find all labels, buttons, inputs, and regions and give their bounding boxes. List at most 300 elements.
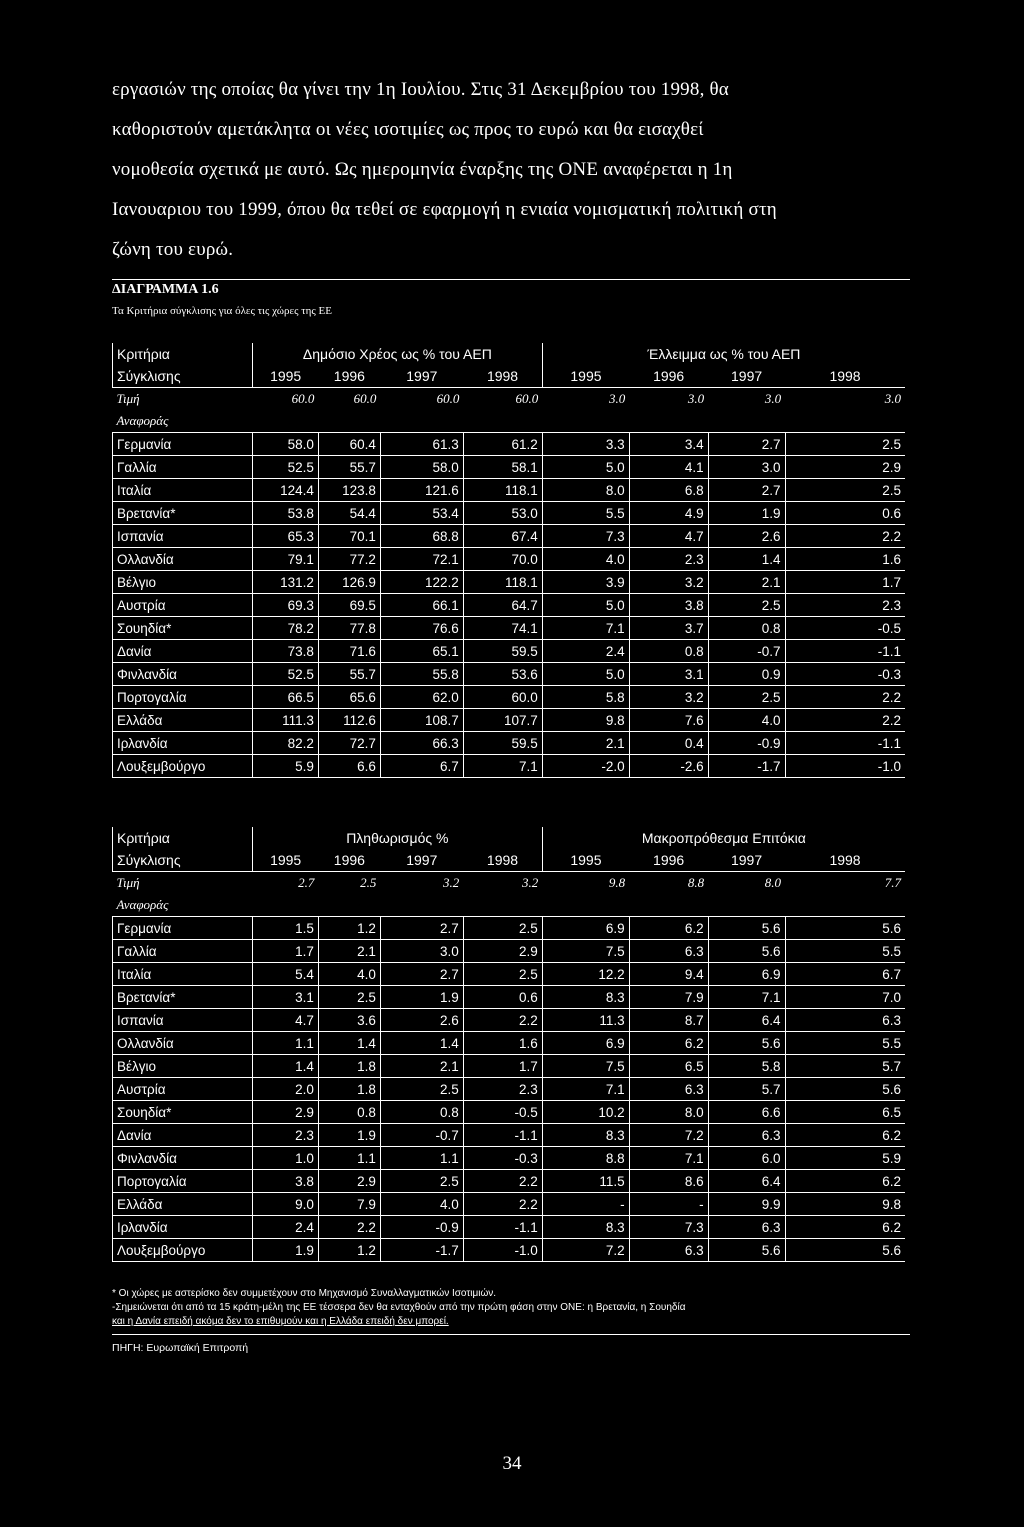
table-cell: 5.6 <box>708 1032 785 1055</box>
table-cell: 6.7 <box>785 963 905 986</box>
table-cell: 6.3 <box>629 1078 708 1101</box>
table-cell: 3.9 <box>542 571 629 594</box>
reference-row <box>113 410 906 433</box>
table-cell: 55.7 <box>318 456 380 479</box>
table-cell: 1.4 <box>252 1055 318 1078</box>
table-cell: -2.6 <box>629 755 708 778</box>
criteria-header: Σύγκλισης <box>113 849 253 872</box>
table-cell: 0.8 <box>708 617 785 640</box>
table-row <box>113 502 906 525</box>
table-cell: -0.5 <box>785 617 905 640</box>
table-row <box>113 1193 906 1216</box>
table-cell: -1.0 <box>463 1239 542 1262</box>
table-cell: 0.6 <box>785 502 905 525</box>
criteria-header: Κριτήρια <box>113 827 253 849</box>
country-name: Ιρλανδία <box>113 1216 253 1239</box>
table-cell: 6.9 <box>708 963 785 986</box>
reference-value: 7.7 <box>884 875 901 890</box>
year-header: 1996 <box>333 852 365 868</box>
table-cell: 2.7 <box>708 433 785 456</box>
table-cell: 122.2 <box>380 571 463 594</box>
table-cell: 70.0 <box>463 548 542 571</box>
country-name: Αυστρία <box>113 1078 253 1101</box>
table-cell: 4.1 <box>629 456 708 479</box>
country-name: Λουξεμβούργο <box>113 1239 253 1262</box>
table-cell: 3.1 <box>252 986 318 1009</box>
reference-label: Αναφοράς <box>116 413 169 428</box>
table-cell: 2.1 <box>708 571 785 594</box>
country-name: Φινλανδία <box>113 1147 253 1170</box>
table-cell: 62.0 <box>380 686 463 709</box>
table-cell: 7.5 <box>542 940 629 963</box>
table-cell: 69.5 <box>318 594 380 617</box>
table-cell: 5.5 <box>542 502 629 525</box>
table-cell: 59.5 <box>463 640 542 663</box>
reference-value: 60.0 <box>353 391 377 406</box>
table-row <box>113 571 906 594</box>
table-cell: -1.0 <box>785 755 905 778</box>
table-row <box>113 1147 906 1170</box>
table-row <box>113 940 906 963</box>
group-header: Πληθωρισμός % <box>252 827 542 849</box>
table-cell: 4.0 <box>318 963 380 986</box>
year-header: 1997 <box>406 368 438 384</box>
reference-value: 3.0 <box>687 391 705 406</box>
table-cell: 2.9 <box>252 1101 318 1124</box>
table-cell: 6.2 <box>629 1032 708 1055</box>
table-cell: 6.7 <box>380 755 463 778</box>
table-cell: 4.9 <box>629 502 708 525</box>
table-cell: 6.3 <box>708 1216 785 1239</box>
table-cell: 2.9 <box>785 456 905 479</box>
country-name: Δανία <box>113 640 253 663</box>
table-cell: 70.1 <box>318 525 380 548</box>
table-row <box>113 1216 906 1239</box>
table-row <box>113 1009 906 1032</box>
table-cell: 5.6 <box>708 1239 785 1262</box>
header-row <box>113 343 906 365</box>
table-cell: 3.0 <box>380 940 463 963</box>
table-cell: 6.4 <box>708 1170 785 1193</box>
reference-value: 2.5 <box>360 875 377 890</box>
table-row <box>113 1124 906 1147</box>
table-cell: -0.9 <box>380 1216 463 1239</box>
table-cell: 6.2 <box>629 917 708 940</box>
table-cell: 78.2 <box>252 617 318 640</box>
country-name: Γερμανία <box>113 917 253 940</box>
reference-value: 3.2 <box>521 875 539 890</box>
table-cell: 6.5 <box>629 1055 708 1078</box>
reference-value: 3.0 <box>884 391 901 406</box>
table-cell: 4.7 <box>629 525 708 548</box>
table-cell: 66.1 <box>380 594 463 617</box>
year-header: 1998 <box>486 852 519 868</box>
year-header: 1997 <box>730 852 763 868</box>
table-cell: 64.7 <box>463 594 542 617</box>
table-cell: 6.6 <box>708 1101 785 1124</box>
table-cell: 5.6 <box>785 1239 905 1262</box>
table-cell: 7.9 <box>629 986 708 1009</box>
table-cell: 124.4 <box>252 479 318 502</box>
footnote-asterisk: * Οι χώρες με αστερίσκο δεν συμμετέχουν στο Μηχανισμό Συναλλαγματικών Ισοτιμιών. <box>112 1288 497 1299</box>
table-cell: 6.6 <box>318 755 380 778</box>
table-cell: 2.5 <box>380 1170 463 1193</box>
year-header: 1998 <box>829 852 861 868</box>
table-cell: 8.0 <box>629 1101 708 1124</box>
reference-label: Τιμή <box>116 391 140 406</box>
table-cell: 0.8 <box>318 1101 380 1124</box>
table-row <box>113 1239 906 1262</box>
table-cell: 2.2 <box>785 686 905 709</box>
table-cell: 2.5 <box>380 1078 463 1101</box>
table-cell: 65.1 <box>380 640 463 663</box>
table-cell: 2.2 <box>318 1216 380 1239</box>
table-cell: 58.0 <box>380 456 463 479</box>
table-cell: 126.9 <box>318 571 380 594</box>
table-row <box>113 732 906 755</box>
table-cell: 2.5 <box>785 433 905 456</box>
country-name: Βρετανία* <box>113 502 253 525</box>
table-cell: 2.3 <box>629 548 708 571</box>
table-cell: 6.3 <box>708 1124 785 1147</box>
table-cell: 111.3 <box>252 709 318 732</box>
table-cell: 60.0 <box>463 686 542 709</box>
table-cell: 8.6 <box>629 1170 708 1193</box>
table-cell: 1.7 <box>252 940 318 963</box>
table-cell: 5.6 <box>785 917 905 940</box>
table-cell: 6.4 <box>708 1009 785 1032</box>
country-name: Λουξεμβούργο <box>113 755 253 778</box>
table-row <box>113 525 906 548</box>
country-name: Ισπανία <box>113 1009 253 1032</box>
paragraph-line: εργασιών της οποίας θα γίνει την 1η Ιουλίου. Στις 31 Δεκεμβρίου του 1998, θα <box>112 79 729 100</box>
reference-value: 8.8 <box>687 875 705 890</box>
table-cell: 7.1 <box>629 1147 708 1170</box>
table-cell: 53.6 <box>463 663 542 686</box>
table-cell: 3.6 <box>318 1009 380 1032</box>
table-cell: 0.4 <box>629 732 708 755</box>
table-cell: 0.6 <box>463 986 542 1009</box>
table-cell: 2.5 <box>463 917 542 940</box>
criteria-header: Κριτήρια <box>113 343 253 365</box>
table-row <box>113 1101 906 1124</box>
table-cell: 0.8 <box>629 640 708 663</box>
reference-row <box>113 894 906 917</box>
table-cell: 8.3 <box>542 1216 629 1239</box>
table-cell: 7.6 <box>629 709 708 732</box>
table-cell: 2.2 <box>463 1009 542 1032</box>
table-cell: 5.8 <box>708 1055 785 1078</box>
table-cell: 5.5 <box>785 1032 905 1055</box>
reference-value: 60.0 <box>515 391 539 406</box>
table-row <box>113 1078 906 1101</box>
table-cell: 72.7 <box>318 732 380 755</box>
table-cell: 1.9 <box>318 1124 380 1147</box>
table-cell: -0.3 <box>785 663 905 686</box>
table-cell: 1.7 <box>785 571 905 594</box>
table-cell: 2.9 <box>463 940 542 963</box>
table-cell: 5.5 <box>785 940 905 963</box>
year-header: 1995 <box>252 365 318 388</box>
country-name: Γαλλία <box>113 456 253 479</box>
table-cell: 2.9 <box>318 1170 380 1193</box>
table-cell: 6.9 <box>542 917 629 940</box>
table-cell: 2.7 <box>708 479 785 502</box>
year-header: 1998 <box>486 368 519 384</box>
table-cell: 121.6 <box>380 479 463 502</box>
table-cell: 118.1 <box>463 479 542 502</box>
country-name: Φινλανδία <box>113 663 253 686</box>
table-cell: 1.8 <box>318 1055 380 1078</box>
table-cell: 3.7 <box>629 617 708 640</box>
table-cell: 2.3 <box>785 594 905 617</box>
table-cell: -0.7 <box>380 1124 463 1147</box>
table-cell: 67.4 <box>463 525 542 548</box>
table-cell: 4.0 <box>542 548 629 571</box>
table-cell: 82.2 <box>252 732 318 755</box>
table-cell: 2.7 <box>380 963 463 986</box>
table-cell: -1.1 <box>785 732 905 755</box>
table-cell: 8.3 <box>542 986 629 1009</box>
table-cell: -0.9 <box>708 732 785 755</box>
table-cell: 1.9 <box>380 986 463 1009</box>
table-cell: 1.2 <box>318 917 380 940</box>
year-header: 1996 <box>653 852 685 868</box>
table-cell: 7.1 <box>708 986 785 1009</box>
year-header-row <box>113 365 906 388</box>
year-header: 1995 <box>252 849 318 872</box>
reference-row <box>113 388 906 411</box>
table-cell: 8.7 <box>629 1009 708 1032</box>
table-cell: 9.0 <box>252 1193 318 1216</box>
table-cell: -1.1 <box>785 640 905 663</box>
country-name: Ιταλία <box>113 963 253 986</box>
table-cell: 11.5 <box>542 1170 629 1193</box>
table-cell: 1.4 <box>318 1032 380 1055</box>
debt-deficit-table <box>112 343 905 778</box>
table-cell: 118.1 <box>463 571 542 594</box>
table-cell: 6.0 <box>708 1147 785 1170</box>
table-cell: 52.5 <box>252 663 318 686</box>
reference-value: 3.0 <box>764 391 782 406</box>
table-row <box>113 986 906 1009</box>
table-cell: 59.5 <box>463 732 542 755</box>
table-row <box>113 1032 906 1055</box>
table-cell: 2.1 <box>380 1055 463 1078</box>
table-cell: 7.2 <box>629 1124 708 1147</box>
table-cell: - <box>542 1193 629 1216</box>
table-cell: 1.0 <box>252 1147 318 1170</box>
table-cell: 58.0 <box>252 433 318 456</box>
table-cell: 65.6 <box>318 686 380 709</box>
table-cell: 6.8 <box>629 479 708 502</box>
reference-label: Αναφοράς <box>116 897 169 912</box>
year-header: 1995 <box>542 849 629 872</box>
table-cell: 3.2 <box>629 571 708 594</box>
table-cell: 6.2 <box>785 1216 905 1239</box>
country-name: Γαλλία <box>113 940 253 963</box>
table-cell: 2.6 <box>380 1009 463 1032</box>
table-row <box>113 1055 906 1078</box>
table-cell: 5.9 <box>252 755 318 778</box>
table-cell: 3.2 <box>629 686 708 709</box>
table-cell: -2.0 <box>542 755 629 778</box>
year-header: 1997 <box>406 852 438 868</box>
reference-value: 8.0 <box>764 875 782 890</box>
table-row <box>113 640 906 663</box>
table-cell: 1.1 <box>252 1032 318 1055</box>
country-name: Γερμανία <box>113 433 253 456</box>
country-name: Σουηδία* <box>113 1101 253 1124</box>
table-cell: 7.1 <box>542 617 629 640</box>
table-cell: 5.9 <box>785 1147 905 1170</box>
country-name: Σουηδία* <box>113 617 253 640</box>
table-cell: 3.4 <box>629 433 708 456</box>
figure-subtitle: Τα Κριτήρια σύγκλισης για όλες τις χώρες της ΕΕ <box>112 305 332 317</box>
table-cell: 53.8 <box>252 502 318 525</box>
table-cell: 55.8 <box>380 663 463 686</box>
table-cell: 8.3 <box>542 1124 629 1147</box>
table-cell: 5.8 <box>542 686 629 709</box>
table-cell: 6.9 <box>542 1032 629 1055</box>
table-cell: 5.0 <box>542 663 629 686</box>
country-name: Βέλγιο <box>113 1055 253 1078</box>
table-cell: 68.8 <box>380 525 463 548</box>
paragraph-line: Ιανουαριου του 1999, όπου θα τεθεί σε εφαρμογή η ενιαία νομισματική πολιτική στη <box>112 199 777 220</box>
table-cell: 9.8 <box>542 709 629 732</box>
table-cell: 66.5 <box>252 686 318 709</box>
table-cell: 61.3 <box>380 433 463 456</box>
country-name: Βρετανία* <box>113 986 253 1009</box>
table-cell: -0.3 <box>463 1147 542 1170</box>
table-row <box>113 433 906 456</box>
table-cell: 6.2 <box>785 1170 905 1193</box>
table-cell: 73.8 <box>252 640 318 663</box>
table-cell: 2.3 <box>252 1124 318 1147</box>
table-cell: 2.7 <box>380 917 463 940</box>
table-row <box>113 709 906 732</box>
footnote-emu-cont: και η Δανία επειδή ακόμα δεν το επιθυμούν και η Ελλάδα επειδή δεν μπορεί. <box>112 1316 449 1327</box>
table-cell: 2.5 <box>463 963 542 986</box>
country-name: Βέλγιο <box>113 571 253 594</box>
table-cell: 2.4 <box>252 1216 318 1239</box>
table-cell: 123.8 <box>318 479 380 502</box>
table-cell: -1.7 <box>708 755 785 778</box>
header-row <box>113 827 906 849</box>
table-cell: 1.5 <box>252 917 318 940</box>
paragraph-line: νομοθεσία σχετικά με αυτό. Ως ημερομηνία έναρξης της ΟΝΕ αναφέρεται η 1η <box>112 159 733 180</box>
table-cell: 76.6 <box>380 617 463 640</box>
table-cell: 61.2 <box>463 433 542 456</box>
table-cell: 60.4 <box>318 433 380 456</box>
table-cell: -1.1 <box>463 1216 542 1239</box>
table-cell: 53.0 <box>463 502 542 525</box>
inflation-rates-table <box>112 827 905 1262</box>
table-cell: 9.8 <box>785 1193 905 1216</box>
divider <box>112 1334 910 1335</box>
table-cell: 77.2 <box>318 548 380 571</box>
table-row <box>113 594 906 617</box>
table-cell: 58.1 <box>463 456 542 479</box>
table-cell: 107.7 <box>463 709 542 732</box>
table-cell: 2.5 <box>708 594 785 617</box>
table-cell: 7.5 <box>542 1055 629 1078</box>
table-cell: 65.3 <box>252 525 318 548</box>
spacer <box>252 894 905 917</box>
table-cell: 1.1 <box>380 1147 463 1170</box>
group-header: Έλλειμμα ως % του ΑΕΠ <box>542 343 905 365</box>
table-cell: 2.0 <box>252 1078 318 1101</box>
table-cell: 3.0 <box>708 456 785 479</box>
table-cell: 5.7 <box>708 1078 785 1101</box>
table-cell: 69.3 <box>252 594 318 617</box>
table-cell: 1.9 <box>708 502 785 525</box>
table-cell: 6.5 <box>785 1101 905 1124</box>
table-cell: 53.4 <box>380 502 463 525</box>
page-number: 34 <box>502 1453 522 1474</box>
table-row <box>113 1170 906 1193</box>
country-name: Ολλανδία <box>113 1032 253 1055</box>
table-cell: 9.4 <box>629 963 708 986</box>
reference-value: 60.0 <box>291 391 315 406</box>
table-cell: 9.9 <box>708 1193 785 1216</box>
table-cell: 2.1 <box>542 732 629 755</box>
table-cell: 7.3 <box>542 525 629 548</box>
country-name: Αυστρία <box>113 594 253 617</box>
table-cell: 4.0 <box>380 1193 463 1216</box>
table-cell: 2.4 <box>542 640 629 663</box>
year-header: 1997 <box>731 368 763 384</box>
group-header: Μακροπρόθεσμα Επιτόκια <box>542 827 905 849</box>
table-cell: 55.7 <box>318 663 380 686</box>
table-cell: 3.1 <box>629 663 708 686</box>
table-cell: 112.6 <box>318 709 380 732</box>
table-cell: 2.1 <box>318 940 380 963</box>
table-cell: 5.7 <box>785 1055 905 1078</box>
year-header-row <box>113 849 906 872</box>
table-cell: 1.8 <box>318 1078 380 1101</box>
spacer <box>252 410 905 433</box>
table-cell: 2.2 <box>785 525 905 548</box>
country-name: Πορτογαλία <box>113 1170 253 1193</box>
table-cell: 2.5 <box>708 686 785 709</box>
table-cell: 74.1 <box>463 617 542 640</box>
criteria-header: Σύγκλισης <box>113 365 253 388</box>
table-cell: 1.4 <box>380 1032 463 1055</box>
table-cell: 8.0 <box>542 479 629 502</box>
table-cell: 2.2 <box>785 709 905 732</box>
reference-value: 60.0 <box>436 391 460 406</box>
table-cell: 0.9 <box>708 663 785 686</box>
table-cell: 10.2 <box>542 1101 629 1124</box>
table-cell: 6.3 <box>629 940 708 963</box>
table-cell: -1.1 <box>463 1124 542 1147</box>
table-cell: 2.3 <box>463 1078 542 1101</box>
year-header: 1996 <box>653 368 685 384</box>
table-cell: 71.6 <box>318 640 380 663</box>
country-name: Πορτογαλία <box>113 686 253 709</box>
table-cell: 54.4 <box>318 502 380 525</box>
country-name: Ιρλανδία <box>113 732 253 755</box>
reference-row <box>113 872 906 895</box>
table-cell: 66.3 <box>380 732 463 755</box>
table-cell: 77.8 <box>318 617 380 640</box>
reference-value: 3.0 <box>608 391 626 406</box>
table-cell: 1.6 <box>785 548 905 571</box>
country-name: Ελλάδα <box>113 1193 253 1216</box>
table-cell: 1.1 <box>318 1147 380 1170</box>
table-cell: 6.2 <box>785 1124 905 1147</box>
